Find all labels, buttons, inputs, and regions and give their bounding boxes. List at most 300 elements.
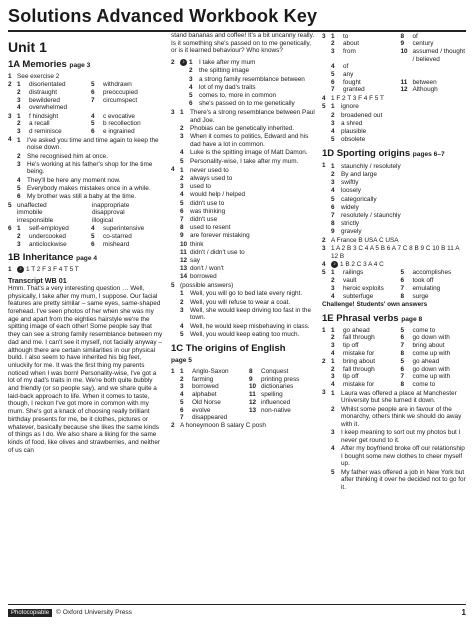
answer-text: dictionaries — [261, 383, 294, 391]
list-item — [331, 445, 468, 468]
answer-text: granted — [343, 86, 365, 94]
answer-grid — [17, 225, 163, 248]
item-number: 11 — [400, 78, 408, 86]
list-item — [17, 137, 163, 152]
list-item — [331, 390, 468, 405]
item-number: 2 — [331, 171, 335, 179]
answer-grid — [17, 202, 163, 225]
answer-text: borrowed — [192, 383, 219, 391]
answer-text: evolve — [192, 406, 211, 414]
item-number: 1 — [180, 290, 184, 298]
item-number: 10 — [249, 383, 257, 391]
item-number: 6 — [400, 277, 405, 285]
answer-text: After my boyfriend broke off our relationship I bought some new clothes to cheer myself up. — [341, 445, 465, 468]
item-number: 3 — [331, 284, 335, 292]
page-title: Solutions Advanced Workbook Key — [8, 6, 466, 32]
answer-list — [331, 162, 468, 236]
item-number: 3 — [331, 47, 335, 55]
item-number: 1 — [331, 389, 335, 397]
list-item — [180, 307, 316, 322]
list-item — [331, 469, 468, 492]
item-number: 8 — [180, 224, 184, 232]
list-item — [180, 191, 316, 199]
list-item — [17, 193, 163, 201]
item-number: 10 — [180, 240, 188, 248]
list-item — [331, 228, 468, 236]
exercise-1b: 1 ♪ 1 T 2 F 3 F 4 T 5 T — [8, 266, 79, 274]
item-number: 7 — [400, 373, 405, 381]
item-number — [401, 71, 411, 79]
list-item — [180, 158, 316, 166]
answer-text: immobile — [17, 209, 43, 217]
answer-text: strictly — [341, 220, 360, 228]
answer-text: didn't use to — [190, 199, 225, 207]
item-number: 4 — [180, 391, 184, 399]
list-item — [331, 120, 468, 128]
item-number: 5 — [189, 91, 193, 99]
exercise-4d: 4 ♪ 1 B 2 C 3 A 4 C — [322, 261, 384, 269]
item-number: 8 — [400, 32, 405, 40]
list-item — [17, 161, 163, 176]
list-item — [180, 167, 316, 175]
section-title: 1D Sporting origins — [322, 148, 411, 160]
item-number: 14 — [180, 273, 188, 281]
answer-text: a shred — [341, 119, 363, 127]
answer-text: widely — [341, 203, 359, 211]
exercise-1e: 1 1 go ahead 5 come to 2 fall through 6 go down with 3 tip off 7 bring about 4 mistake for 8 come up with — [322, 327, 468, 358]
answer-text: to — [343, 32, 349, 40]
list-item — [180, 265, 316, 273]
answer-text: go down with — [412, 365, 450, 373]
list-item — [180, 125, 316, 133]
answer-text: categorically — [341, 195, 377, 203]
answer-text: I've asked you time and time again to keep the noise down. — [27, 136, 159, 152]
list-item — [180, 183, 316, 191]
item-number: 4 — [17, 176, 21, 184]
answer-text: loosely — [341, 187, 361, 195]
exercise-2: 2 1 disorientated 5 withdrawn 2 distraught 6 preoccupied 3 bewildered 7 circumspect 4 overwhelmed — [8, 81, 163, 112]
item-number: 4 — [331, 349, 335, 357]
list-item — [189, 67, 316, 75]
item-number: 3 — [17, 240, 21, 248]
item-number: 13 — [249, 406, 257, 414]
item-number: 7 — [180, 414, 184, 422]
item-number: 5 — [180, 330, 184, 338]
section-heading-1c — [171, 343, 316, 366]
photocopiable-badge: Photocopiable — [8, 609, 52, 617]
answer-text: bewildered — [29, 96, 60, 104]
answer-text: obsolete — [341, 136, 366, 144]
answer-text: ignore — [341, 103, 359, 111]
list-item — [180, 208, 316, 216]
section-title: 1B Inheritance — [8, 252, 74, 264]
exercise-5: 5 1 ignore 2 broadened out 3 a shred 4 plausible 5 obsolete — [322, 103, 468, 145]
answer-list — [331, 103, 468, 145]
answer-text: the spitting image — [199, 67, 250, 75]
answer-text: printing press — [261, 375, 300, 383]
answer-text: Laura was offered a place at Manchester University but she turned it down. — [341, 389, 457, 405]
answer-text: Old Norse — [192, 398, 221, 406]
answer-text: borrowed — [190, 273, 217, 281]
item-number: 5 — [180, 199, 184, 207]
item-number: 1 — [180, 368, 184, 376]
answer-text: vault — [343, 277, 357, 285]
item-number: 1 — [331, 32, 335, 40]
item-number: 3 — [189, 75, 193, 83]
item-number: 4 — [331, 292, 335, 300]
item-number: 4 — [331, 63, 335, 71]
answer-text: disapproval — [92, 209, 125, 217]
item-number: 3 — [331, 373, 335, 381]
column-2 — [171, 32, 316, 431]
answer-text: e ingrained — [103, 127, 135, 135]
item-number: 3 — [331, 119, 335, 127]
list-item — [331, 429, 468, 444]
answer-text: Phobias can be genetically inherited. — [190, 125, 295, 133]
answer-grid — [331, 269, 468, 300]
audio-icon: ♪ — [331, 261, 338, 268]
answer-text: of — [343, 63, 349, 71]
section-page: page 5 — [171, 357, 192, 365]
item-number: 6 — [331, 203, 335, 211]
list-item — [189, 59, 316, 67]
answer-text: Well, you will refuse to wear a coat. — [190, 298, 291, 306]
answer-text: go ahead — [412, 357, 440, 365]
answer-text: anticlockwise — [29, 240, 67, 248]
answer-text: say — [190, 256, 200, 264]
item-number: 2 — [17, 88, 21, 96]
exercise-5: 5 unaffected inappropriate immobile disapproval irresponsible illogical — [8, 202, 163, 225]
item-number: 8 — [400, 349, 405, 357]
answer-text: My brother was still a baby at the time. — [27, 193, 137, 201]
audio-icon: ♪ — [180, 59, 187, 66]
section-heading-1a — [8, 59, 163, 71]
exercise-2c: 2 A honeymoon B salary C posh — [171, 422, 266, 430]
list-item — [180, 241, 316, 249]
copyright: © Oxford University Press — [56, 609, 132, 616]
answer-text: disorientated — [29, 81, 66, 89]
list-item — [331, 196, 468, 204]
item-number: 7 — [331, 86, 335, 94]
list-item — [189, 100, 316, 108]
item-number: 2 — [180, 174, 184, 182]
list-item — [331, 163, 468, 171]
answer-text: subterfuge — [343, 292, 374, 300]
item-number: 7 — [400, 341, 405, 349]
answer-text: d reminisce — [29, 127, 62, 135]
item-number: 5 — [331, 468, 335, 476]
answer-text: c evocative — [103, 112, 135, 120]
exercise-2: 2 ♪ 1 I take after my mum 2 the spitting image 3 a strong family resemblance between 4 lot of my dad's traits 5 comes to, more in common 6 she's passed on to me genetically — [171, 59, 316, 109]
item-number: 5 — [331, 195, 335, 203]
answer-text: disappeared — [192, 414, 228, 422]
item-number: 4 — [331, 127, 335, 135]
item-number: 3 — [331, 429, 335, 437]
answer-text: Conquest — [261, 368, 289, 376]
answer-text: come up with — [412, 373, 451, 381]
answer-text: used to resent — [190, 224, 231, 232]
exercise-3: 3 1 to 8 of 2 about 9 century 3 from 10 assumed / thought / believed 4 of 5 any 6 fought 11 between 7 granted 12 Although — [322, 33, 468, 95]
item-number: 6 — [189, 100, 193, 108]
list-item — [180, 232, 316, 240]
answer-text: didn't / didn't use to — [190, 248, 245, 256]
answer-text: Luke is the spitting image of Matt Damon. — [190, 149, 308, 157]
answer-text: accomplishes — [412, 269, 452, 277]
list-item — [331, 128, 468, 136]
item-number: 7 — [331, 212, 335, 220]
list-item — [331, 406, 468, 429]
answer-text: withdrawn — [103, 81, 132, 89]
answer-text: come to — [412, 326, 436, 334]
exercise-4: 4 1 I've asked you time and time again to keep the noise down. 2 She recognised him at once. 3 He's working at his father's shop for the time being. 4 They'll be here any moment now. 5 Everybody makes mistakes once in a while. 6 My brother was still a baby at the time. — [8, 136, 163, 201]
section-title: 1A Memories — [8, 59, 67, 70]
answer-text: surge — [412, 292, 429, 300]
item-number: 1 — [17, 225, 21, 233]
item-number — [249, 414, 259, 422]
answer-text: tip off — [343, 373, 359, 381]
answer-text: always used to — [190, 174, 233, 182]
item-number: 1 — [331, 103, 335, 111]
item-number: 12 — [400, 86, 408, 94]
answer-text: go ahead — [343, 326, 370, 334]
answer-text: Well, you will go to bed late every night. — [190, 290, 303, 298]
item-number: 4 — [189, 83, 193, 91]
item-number: 6 — [400, 334, 405, 342]
section-heading-1e — [322, 313, 468, 325]
item-number: 7 — [400, 284, 405, 292]
item-number: 1 — [331, 357, 335, 365]
item-number: 1 — [331, 269, 335, 277]
list-item — [180, 249, 316, 257]
section-heading-1b — [8, 252, 163, 264]
answer-text: bring about — [343, 357, 375, 365]
exercise-1: 1 See exercise 2 — [8, 73, 60, 80]
item-number: 3 — [331, 341, 335, 349]
audio-icon: ♪ — [17, 266, 24, 273]
answer-text: plausible — [341, 127, 367, 135]
item-number: 8 — [400, 292, 405, 300]
answer-text — [413, 71, 469, 79]
item-number: 6 — [400, 365, 405, 373]
item-number: 5 — [180, 157, 184, 165]
list-item — [17, 177, 163, 185]
answer-text: inappropriate — [92, 201, 130, 209]
answer-text: resolutely / staunchly — [341, 212, 401, 220]
answer-text: superintensive — [103, 225, 145, 233]
answer-text: unaffected — [17, 201, 47, 209]
unit-heading: Unit 1 — [8, 39, 47, 55]
answer-text: co-starred — [103, 233, 132, 241]
answer-text: comes to, more in common — [199, 91, 277, 99]
answer-text: b recollection — [103, 120, 141, 128]
answer-grid — [180, 368, 316, 422]
section-page: pages 6–7 — [412, 151, 445, 159]
item-number: 4 — [331, 187, 335, 195]
answer-text: She recognised him at once. — [27, 152, 108, 160]
section-page: page 4 — [76, 255, 97, 263]
answer-text: come up with — [412, 349, 451, 357]
answer-text: undercooked — [29, 233, 66, 241]
answer-list — [180, 290, 316, 338]
answer-text: century — [412, 40, 434, 48]
answer-text: They'll be here any moment now. — [27, 176, 121, 184]
item-number: 3 — [180, 183, 184, 191]
item-number: 5 — [400, 269, 405, 277]
item-number: 1 — [17, 136, 21, 144]
answer-text: mistake for — [343, 349, 375, 357]
transcript-text: Hmm. That's a very interesting question … Well, physically, I take after my mum, I suppose. Our facial features are pretty similar – same eyes, same-shaped forehead. I've seen photos of her when she was my age and apart from the eighties hairstyle we're the spitting image of each other! Some people say that they can see a strong family resemblance between my dad and me. I can't see it myself, not facially anyway – although there are certain similarities in our physical build. I also seem to have inherited his big feet, unluckily for me. It was the first thing my parents noticed when I was born! Personality-wise, I've got a lot of my dad's traits in me. We're both quite bubbly and friendly (or so people say), and we share quite a laid-back approach to life. When it comes to taste, though, I reckon I've got more in common with my mum. She's got a knack of choosing really brilliant birthday presents for me, be it clothes, pictures or whatever, basically because she likes the same kinds of things as I do. We also share a liking for the same kinds of food, like olives and strawberries, and neither of us can — [8, 284, 163, 454]
list-item — [331, 179, 468, 187]
answer-grid — [331, 358, 468, 389]
answer-text: Although — [412, 86, 438, 94]
answer-text: used to — [190, 183, 211, 191]
answer-text: fought — [343, 78, 361, 86]
list-item — [17, 185, 163, 193]
item-number: 3 — [17, 96, 21, 104]
exercise-4: 4 1 never used to 2 always used to 3 used to 4 would help / helped 5 didn't use to 6 was thinking 7 didn't use 8 used to resent 9 are forever mistaking 10 think 11 didn't / didn't use to 12 say 13 don't / won't 14 borrowed — [171, 166, 316, 281]
footer — [8, 604, 466, 617]
item-number: 11 — [249, 391, 256, 399]
list-item — [180, 200, 316, 208]
answer-text: self-employed — [29, 225, 69, 233]
answer-text: railings — [343, 269, 364, 277]
item-number: 9 — [400, 40, 405, 48]
answer-text: I take after my mum — [199, 59, 256, 67]
exercise-3: 3 1 f hindsight 4 c evocative 2 a recall 5 b recollection 3 d reminisce 6 e ingrained — [8, 113, 163, 136]
answer-grid — [17, 81, 163, 112]
list-item — [180, 299, 316, 307]
answer-text: f hindsight — [29, 112, 59, 120]
item-number: 3 — [180, 306, 184, 314]
answer-text: a strong family resemblance between — [199, 75, 305, 83]
list-item — [331, 204, 468, 212]
item-number: 2 — [331, 365, 335, 373]
exercise-4: 4 1 F 2 T 3 F 4 F 5 T — [322, 94, 384, 102]
answer-text: Well, she would keep driving too fast in the town. — [190, 306, 312, 322]
item-number: 2 — [180, 125, 184, 133]
challenge: Challenge! Students' own answers — [322, 300, 428, 308]
answer-list — [17, 136, 163, 201]
section-page: page 3 — [69, 62, 91, 69]
answer-text: go down with — [412, 334, 450, 342]
item-number: 1 — [331, 326, 335, 334]
exercise-5: 5 (possible answers) 1 Well, you will go to bed late every night. 2 Well, you will refuse to wear a coat. 3 Well, she would keep driving too fast in the town. 4 Well, he would keep misbehaving in class. 5 Well, you would keep eating too much. — [171, 282, 316, 339]
section-title: 1C The origins of English — [171, 343, 286, 355]
transcript-continued: stand bananas and coffee! It's a bit uncanny really. Is it something she's passed on to me genetically, or is it learned behaviour? Who knows? — [171, 32, 315, 55]
item-number: 13 — [180, 265, 188, 273]
item-number: 11 — [180, 248, 187, 256]
item-number: 1 — [17, 112, 21, 120]
answer-text: spelling — [261, 391, 283, 399]
item-number: 2 — [331, 111, 335, 119]
item-number: 5 — [400, 357, 405, 365]
item-number: 5 — [331, 71, 335, 79]
item-number: 6 — [180, 207, 184, 215]
answer-text: illogical — [92, 217, 113, 225]
answer-text — [261, 414, 316, 422]
item-number: 8 — [331, 220, 335, 228]
item-number — [91, 104, 101, 112]
item-number: 4 — [331, 445, 335, 453]
item-number: 2 — [331, 277, 335, 285]
list-item — [331, 103, 468, 111]
answer-grid — [17, 113, 163, 136]
list-item — [331, 136, 468, 144]
list-item — [180, 224, 316, 232]
section-page: page 8 — [401, 315, 423, 323]
list-item — [180, 257, 316, 265]
item-number: 6 — [17, 193, 21, 201]
list-item — [180, 323, 316, 331]
answer-text: from — [343, 47, 356, 55]
exercise-3d: 3 1 A 2 B 3 C 4 A 5 B 6 A 7 C 8 B 9 C 10 B 11 A 12 B — [322, 245, 460, 261]
answer-text — [413, 63, 469, 71]
answer-text: gravely — [341, 228, 362, 236]
answer-list — [189, 59, 316, 109]
transcript-title: Transcript WB 01 — [8, 276, 67, 286]
answer-text: misheard — [103, 240, 130, 248]
answer-text: fall through — [343, 365, 375, 373]
item-number: 2 — [331, 334, 335, 342]
exercise-2e: 2 1 bring about 5 go ahead 2 fall through 6 go down with 3 tip off 7 come up with 4 mistake for 8 come to — [322, 358, 468, 389]
answer-text: swiftly — [341, 179, 359, 187]
list-item — [17, 153, 163, 161]
answer-text: lot of my dad's traits — [199, 83, 256, 91]
item-number: 5 — [180, 398, 184, 406]
column-1 — [8, 32, 163, 454]
item-number: 5 — [91, 233, 95, 241]
answer-text — [103, 104, 163, 112]
exercise-1d: 1 1 staunchly / resolutely 2 By and large 3 swiftly 4 loosely 5 categorically 6 widely 7 resolutely / staunchly 8 strictly 9 gravely — [322, 162, 468, 236]
exercise-3: 3 1 There's a strong resemblance between Paul and Joe. 2 Phobias can be genetically inherited. 3 When it comes to politics, Edward and his dad have a lot in common. 4 Luke is the spitting image of Matt Damon. 5 Personality-wise, I take after my mum. — [171, 108, 315, 165]
item-number: 7 — [91, 96, 95, 104]
answer-text: about — [343, 40, 359, 48]
item-number: 2 — [189, 67, 193, 75]
answer-text: circumspect — [103, 96, 138, 104]
answer-text: distraught — [29, 88, 58, 96]
answer-text: non-native — [261, 406, 291, 414]
item-number: 4 — [91, 225, 95, 233]
answer-grid — [331, 33, 468, 95]
item-number: 1 — [180, 109, 184, 117]
item-number: 4 — [180, 149, 184, 157]
exercise-3e: 3 1 Laura was offered a place at Manchester University but she turned it down. 2 Whilst some people are in favour of the monarchy, others think we should do away with it. 3 I keep meaning to sort out my photos but I never get round to it. 4 After my boyfriend broke off our relationship I bought some new clothes to cheer myself up. 5 My father was offered a job in New York but after thinking it over he decided not to go for it. — [322, 389, 468, 492]
item-number: 8 — [249, 368, 253, 376]
list-item — [180, 331, 316, 339]
item-number: 6 — [91, 127, 95, 135]
list-item — [189, 76, 316, 84]
item-number — [401, 63, 411, 71]
item-number: 3 — [331, 179, 335, 187]
list-item — [180, 149, 316, 157]
list-item — [331, 187, 468, 195]
item-number: 6 — [91, 240, 95, 248]
answer-text: alphabet — [192, 391, 217, 399]
answer-text: come to — [412, 380, 436, 388]
answer-text: tip off — [343, 341, 359, 349]
section-title: 1E Phrasal verbs — [322, 312, 399, 324]
list-item — [180, 109, 316, 124]
answer-text: bring about — [412, 341, 445, 349]
list-item — [189, 84, 316, 92]
column-3 — [322, 32, 468, 493]
list-item — [189, 92, 316, 100]
answer-text: took off — [412, 277, 434, 285]
item-number: 5 — [331, 136, 335, 144]
list-item — [180, 133, 316, 148]
list-item — [180, 273, 316, 281]
item-number: 5 — [400, 326, 405, 334]
